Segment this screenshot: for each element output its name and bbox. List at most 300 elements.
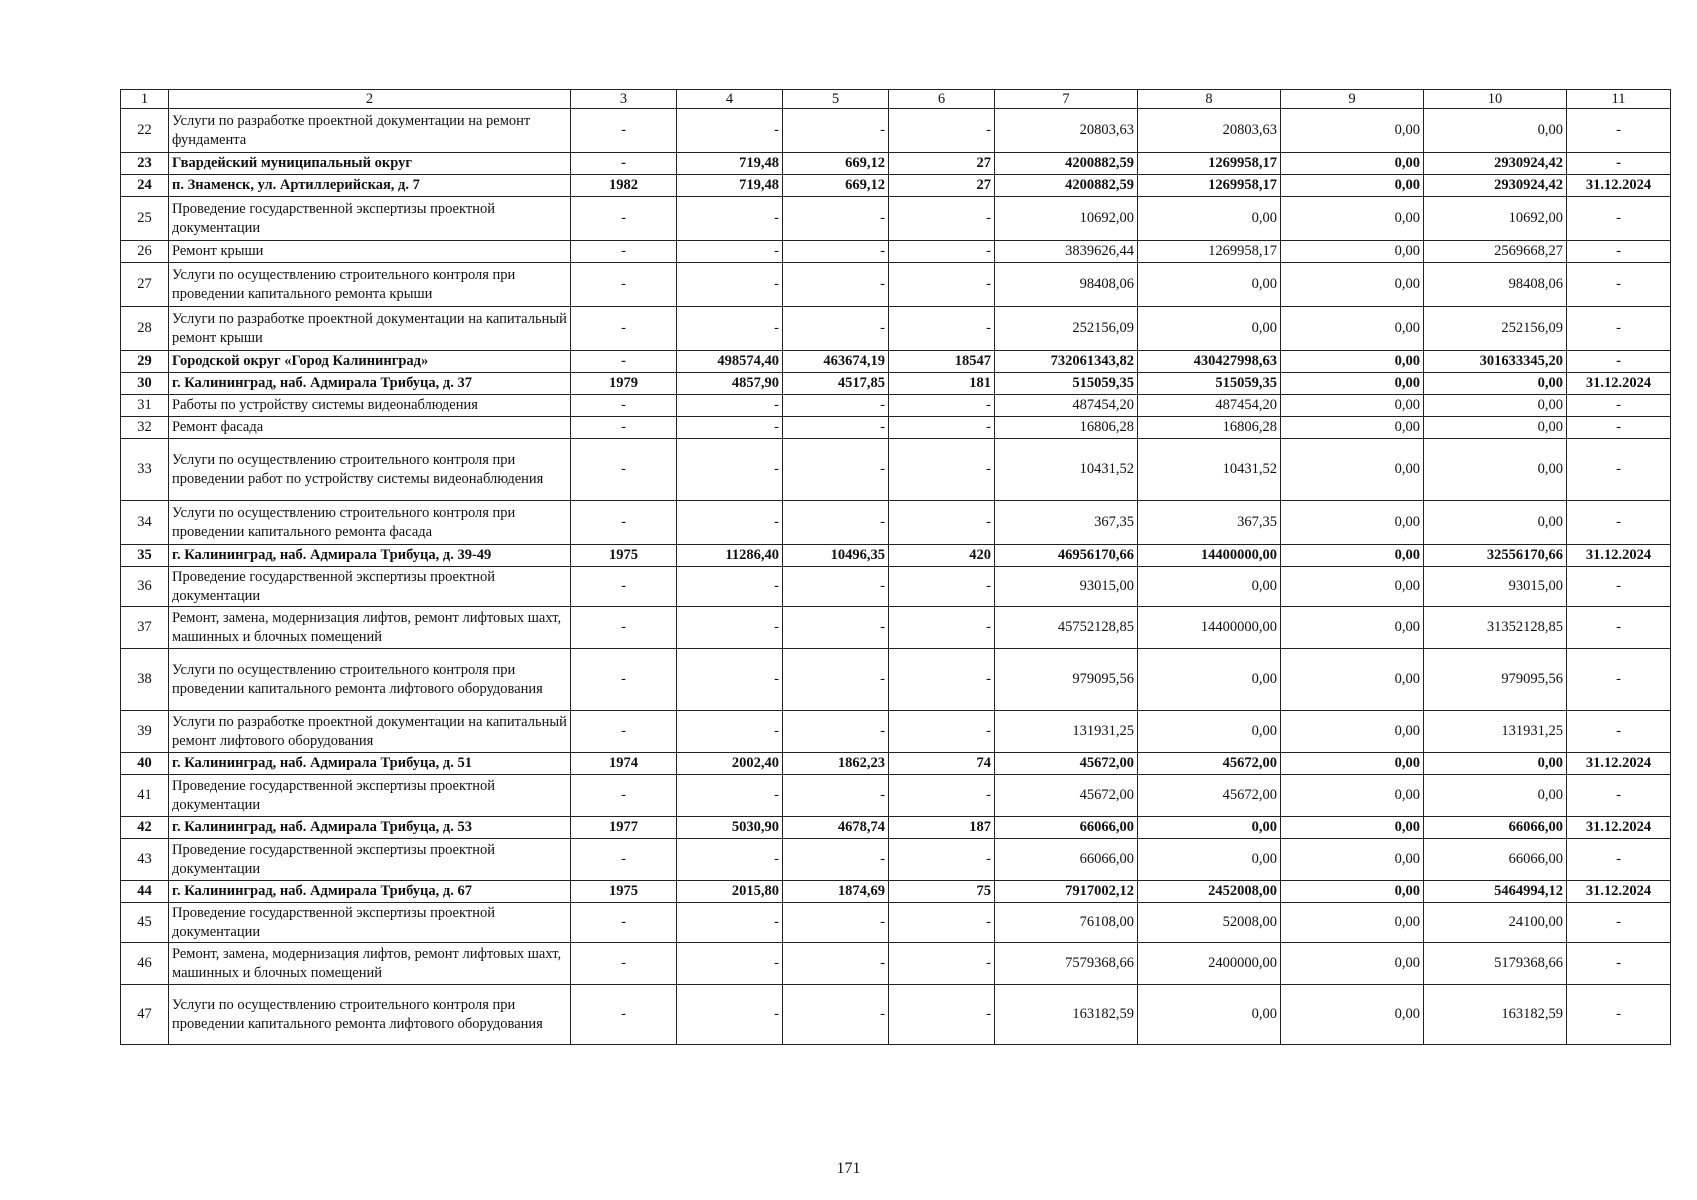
funds-source-a-cell: 10431,52 — [1138, 439, 1281, 501]
completion-date-cell: - — [1567, 775, 1671, 817]
funds-source-c-cell: 0,00 — [1424, 109, 1567, 153]
funds-source-a-cell: 0,00 — [1138, 711, 1281, 753]
area-living-cell: - — [783, 241, 889, 263]
funds-source-a-cell: 367,35 — [1138, 501, 1281, 545]
completion-date-cell: 31.12.2024 — [1567, 817, 1671, 839]
column-number-header-row — [121, 90, 1671, 109]
table-row — [121, 439, 1671, 501]
row-number-cell: 38 — [121, 649, 169, 711]
column-header: 8 — [1138, 90, 1281, 109]
cost-total-cell: 45672,00 — [995, 753, 1138, 775]
row-name-cell: п. Знаменск, ул. Артиллерийская, д. 7 — [169, 175, 571, 197]
area-living-cell: - — [783, 607, 889, 649]
residents-count-cell: - — [889, 943, 995, 985]
row-name-cell: Услуги по осуществлению строительного контроля при проведении капитального ремонта фасада — [169, 501, 571, 545]
year-built-cell: - — [571, 985, 677, 1045]
cost-total-cell: 252156,09 — [995, 307, 1138, 351]
funds-source-b-cell: 0,00 — [1281, 109, 1424, 153]
residents-count-cell: - — [889, 109, 995, 153]
area-total-cell: - — [677, 943, 783, 985]
funds-source-a-cell: 1269958,17 — [1138, 175, 1281, 197]
funds-source-c-cell: 163182,59 — [1424, 985, 1567, 1045]
funds-source-a-cell: 1269958,17 — [1138, 241, 1281, 263]
funds-source-b-cell: 0,00 — [1281, 711, 1424, 753]
funds-source-c-cell: 66066,00 — [1424, 817, 1567, 839]
funds-source-a-cell: 487454,20 — [1138, 395, 1281, 417]
table-row — [121, 263, 1671, 307]
row-name-cell: Гвардейский муниципальный округ — [169, 153, 571, 175]
funds-source-b-cell: 0,00 — [1281, 197, 1424, 241]
row-number-cell: 41 — [121, 775, 169, 817]
row-name-cell: Ремонт фасада — [169, 417, 571, 439]
row-name-cell: Ремонт, замена, модернизация лифтов, ремонт лифтовых шахт, машинных и блочных помещений — [169, 607, 571, 649]
residents-count-cell: - — [889, 985, 995, 1045]
table-row — [121, 417, 1671, 439]
completion-date-cell: - — [1567, 197, 1671, 241]
year-built-cell: - — [571, 903, 677, 943]
funds-source-b-cell: 0,00 — [1281, 649, 1424, 711]
column-header: 4 — [677, 90, 783, 109]
row-number-cell: 47 — [121, 985, 169, 1045]
funds-source-a-cell: 20803,63 — [1138, 109, 1281, 153]
funds-source-a-cell: 14400000,00 — [1138, 607, 1281, 649]
table-row-group — [121, 175, 1671, 197]
residents-count-cell: - — [889, 649, 995, 711]
row-number-cell: 25 — [121, 197, 169, 241]
funds-source-a-cell: 0,00 — [1138, 307, 1281, 351]
row-name-cell: г. Калининград, наб. Адмирала Трибуца, д. 39-49 — [169, 545, 571, 567]
residents-count-cell: - — [889, 439, 995, 501]
area-living-cell: 1874,69 — [783, 881, 889, 903]
funds-source-c-cell: 32556170,66 — [1424, 545, 1567, 567]
area-total-cell: 5030,90 — [677, 817, 783, 839]
completion-date-cell: - — [1567, 607, 1671, 649]
column-header: 9 — [1281, 90, 1424, 109]
table-row — [121, 649, 1671, 711]
residents-count-cell: 74 — [889, 753, 995, 775]
residents-count-cell: - — [889, 197, 995, 241]
area-living-cell: - — [783, 711, 889, 753]
column-header: 2 — [169, 90, 571, 109]
area-living-cell: - — [783, 775, 889, 817]
row-name-cell: Услуги по разработке проектной документации на ремонт фундамента — [169, 109, 571, 153]
row-name-cell: Услуги по разработке проектной документации на капитальный ремонт крыши — [169, 307, 571, 351]
table-row — [121, 607, 1671, 649]
year-built-cell: - — [571, 567, 677, 607]
column-header: 6 — [889, 90, 995, 109]
area-total-cell: 719,48 — [677, 175, 783, 197]
area-living-cell: - — [783, 263, 889, 307]
table-body — [121, 90, 1671, 1045]
funds-source-c-cell: 0,00 — [1424, 753, 1567, 775]
area-total-cell: - — [677, 839, 783, 881]
funds-source-b-cell: 0,00 — [1281, 567, 1424, 607]
residents-count-cell: 420 — [889, 545, 995, 567]
area-total-cell: 11286,40 — [677, 545, 783, 567]
table-row — [121, 775, 1671, 817]
area-living-cell: 463674,19 — [783, 351, 889, 373]
completion-date-cell: - — [1567, 439, 1671, 501]
residents-count-cell: - — [889, 395, 995, 417]
data-table — [120, 89, 1671, 1045]
year-built-cell: - — [571, 711, 677, 753]
cost-total-cell: 66066,00 — [995, 839, 1138, 881]
area-total-cell: - — [677, 567, 783, 607]
year-built-cell: - — [571, 197, 677, 241]
cost-total-cell: 46956170,66 — [995, 545, 1138, 567]
residents-count-cell: - — [889, 607, 995, 649]
year-built-cell: 1977 — [571, 817, 677, 839]
table-row — [121, 711, 1671, 753]
column-header: 11 — [1567, 90, 1671, 109]
cost-total-cell: 515059,35 — [995, 373, 1138, 395]
table-row-group — [121, 373, 1671, 395]
cost-total-cell: 7917002,12 — [995, 881, 1138, 903]
funds-source-c-cell: 5179368,66 — [1424, 943, 1567, 985]
area-total-cell: - — [677, 417, 783, 439]
completion-date-cell: 31.12.2024 — [1567, 545, 1671, 567]
completion-date-cell: - — [1567, 417, 1671, 439]
residents-count-cell: - — [889, 775, 995, 817]
funds-source-c-cell: 98408,06 — [1424, 263, 1567, 307]
column-header: 7 — [995, 90, 1138, 109]
table-row-group — [121, 817, 1671, 839]
page-number: 171 — [836, 1160, 861, 1177]
row-number-cell: 43 — [121, 839, 169, 881]
area-total-cell: 2015,80 — [677, 881, 783, 903]
completion-date-cell: - — [1567, 649, 1671, 711]
table-row — [121, 197, 1671, 241]
table-row — [121, 567, 1671, 607]
area-total-cell: - — [677, 395, 783, 417]
funds-source-a-cell: 0,00 — [1138, 567, 1281, 607]
funds-source-b-cell: 0,00 — [1281, 903, 1424, 943]
year-built-cell: 1975 — [571, 881, 677, 903]
residents-count-cell: 27 — [889, 153, 995, 175]
year-built-cell: - — [571, 501, 677, 545]
cost-total-cell: 7579368,66 — [995, 943, 1138, 985]
area-total-cell: 719,48 — [677, 153, 783, 175]
year-built-cell: - — [571, 439, 677, 501]
residents-count-cell: - — [889, 839, 995, 881]
year-built-cell: - — [571, 417, 677, 439]
funds-source-b-cell: 0,00 — [1281, 351, 1424, 373]
completion-date-cell: - — [1567, 153, 1671, 175]
year-built-cell: - — [571, 649, 677, 711]
cost-total-cell: 76108,00 — [995, 903, 1138, 943]
funds-source-b-cell: 0,00 — [1281, 439, 1424, 501]
year-built-cell: 1982 — [571, 175, 677, 197]
funds-source-b-cell: 0,00 — [1281, 307, 1424, 351]
funds-source-b-cell: 0,00 — [1281, 373, 1424, 395]
funds-source-a-cell: 0,00 — [1138, 817, 1281, 839]
row-number-cell: 24 — [121, 175, 169, 197]
row-number-cell: 27 — [121, 263, 169, 307]
funds-source-c-cell: 0,00 — [1424, 373, 1567, 395]
funds-source-c-cell: 24100,00 — [1424, 903, 1567, 943]
row-number-cell: 30 — [121, 373, 169, 395]
table-row — [121, 307, 1671, 351]
column-header: 5 — [783, 90, 889, 109]
funds-source-c-cell: 5464994,12 — [1424, 881, 1567, 903]
completion-date-cell: - — [1567, 307, 1671, 351]
funds-source-c-cell: 301633345,20 — [1424, 351, 1567, 373]
funds-source-b-cell: 0,00 — [1281, 175, 1424, 197]
cost-total-cell: 45752128,85 — [995, 607, 1138, 649]
column-header: 10 — [1424, 90, 1567, 109]
cost-total-cell: 45672,00 — [995, 775, 1138, 817]
completion-date-cell: - — [1567, 263, 1671, 307]
row-number-cell: 40 — [121, 753, 169, 775]
row-number-cell: 37 — [121, 607, 169, 649]
area-living-cell: - — [783, 395, 889, 417]
residents-count-cell: - — [889, 501, 995, 545]
area-total-cell: - — [677, 649, 783, 711]
funds-source-b-cell: 0,00 — [1281, 839, 1424, 881]
completion-date-cell: - — [1567, 395, 1671, 417]
funds-source-a-cell: 0,00 — [1138, 197, 1281, 241]
column-header: 1 — [121, 90, 169, 109]
row-name-cell: Проведение государственной экспертизы проектной документации — [169, 903, 571, 943]
funds-source-a-cell: 45672,00 — [1138, 753, 1281, 775]
completion-date-cell: - — [1567, 501, 1671, 545]
table-row-group — [121, 351, 1671, 373]
area-total-cell: - — [677, 197, 783, 241]
year-built-cell: - — [571, 153, 677, 175]
area-living-cell: 669,12 — [783, 175, 889, 197]
cost-total-cell: 979095,56 — [995, 649, 1138, 711]
funds-source-a-cell: 0,00 — [1138, 985, 1281, 1045]
cost-total-cell: 93015,00 — [995, 567, 1138, 607]
row-number-cell: 33 — [121, 439, 169, 501]
row-name-cell: г. Калининград, наб. Адмирала Трибуца, д. 37 — [169, 373, 571, 395]
residents-count-cell: 187 — [889, 817, 995, 839]
funds-source-a-cell: 2400000,00 — [1138, 943, 1281, 985]
funds-source-a-cell: 0,00 — [1138, 649, 1281, 711]
year-built-cell: - — [571, 395, 677, 417]
residents-count-cell: - — [889, 417, 995, 439]
funds-source-b-cell: 0,00 — [1281, 607, 1424, 649]
cost-total-cell: 4200882,59 — [995, 153, 1138, 175]
row-number-cell: 29 — [121, 351, 169, 373]
cost-total-cell: 732061343,82 — [995, 351, 1138, 373]
year-built-cell: - — [571, 775, 677, 817]
funds-source-c-cell: 2930924,42 — [1424, 153, 1567, 175]
area-living-cell: - — [783, 943, 889, 985]
funds-source-b-cell: 0,00 — [1281, 753, 1424, 775]
cost-total-cell: 3839626,44 — [995, 241, 1138, 263]
residents-count-cell: - — [889, 903, 995, 943]
cost-total-cell: 66066,00 — [995, 817, 1138, 839]
area-living-cell: - — [783, 439, 889, 501]
area-living-cell: 4517,85 — [783, 373, 889, 395]
funds-source-b-cell: 0,00 — [1281, 417, 1424, 439]
funds-source-c-cell: 0,00 — [1424, 775, 1567, 817]
row-number-cell: 45 — [121, 903, 169, 943]
funds-source-a-cell: 1269958,17 — [1138, 153, 1281, 175]
row-name-cell: г. Калининград, наб. Адмирала Трибуца, д. 67 — [169, 881, 571, 903]
table-row — [121, 839, 1671, 881]
residents-count-cell: - — [889, 711, 995, 753]
funds-source-a-cell: 14400000,00 — [1138, 545, 1281, 567]
table-row-group — [121, 881, 1671, 903]
completion-date-cell: - — [1567, 839, 1671, 881]
funds-source-b-cell: 0,00 — [1281, 241, 1424, 263]
funds-source-c-cell: 0,00 — [1424, 439, 1567, 501]
row-number-cell: 44 — [121, 881, 169, 903]
area-living-cell: - — [783, 307, 889, 351]
row-name-cell: Городской округ «Город Калининград» — [169, 351, 571, 373]
area-living-cell: - — [783, 567, 889, 607]
funds-source-a-cell: 0,00 — [1138, 263, 1281, 307]
completion-date-cell: 31.12.2024 — [1567, 881, 1671, 903]
year-built-cell: - — [571, 839, 677, 881]
row-name-cell: г. Калининград, наб. Адмирала Трибуца, д. 51 — [169, 753, 571, 775]
cost-total-cell: 4200882,59 — [995, 175, 1138, 197]
area-total-cell: 4857,90 — [677, 373, 783, 395]
table-row — [121, 241, 1671, 263]
area-living-cell: 10496,35 — [783, 545, 889, 567]
residents-count-cell: 27 — [889, 175, 995, 197]
area-total-cell: 498574,40 — [677, 351, 783, 373]
area-total-cell: - — [677, 607, 783, 649]
cost-total-cell: 10692,00 — [995, 197, 1138, 241]
residents-count-cell: 181 — [889, 373, 995, 395]
funds-source-a-cell: 16806,28 — [1138, 417, 1281, 439]
funds-source-c-cell: 93015,00 — [1424, 567, 1567, 607]
row-name-cell: Услуги по осуществлению строительного контроля при проведении капитального ремонта крыши — [169, 263, 571, 307]
residents-count-cell: - — [889, 263, 995, 307]
table-row — [121, 985, 1671, 1045]
row-number-cell: 39 — [121, 711, 169, 753]
year-built-cell: 1974 — [571, 753, 677, 775]
cost-total-cell: 487454,20 — [995, 395, 1138, 417]
area-living-cell: - — [783, 649, 889, 711]
completion-date-cell: - — [1567, 567, 1671, 607]
cost-total-cell: 163182,59 — [995, 985, 1138, 1045]
area-total-cell: - — [677, 985, 783, 1045]
year-built-cell: 1975 — [571, 545, 677, 567]
table-row-group — [121, 153, 1671, 175]
funds-source-b-cell: 0,00 — [1281, 985, 1424, 1045]
year-built-cell: - — [571, 109, 677, 153]
row-name-cell: г. Калининград, наб. Адмирала Трибуца, д. 53 — [169, 817, 571, 839]
cost-total-cell: 16806,28 — [995, 417, 1138, 439]
funds-source-c-cell: 2569668,27 — [1424, 241, 1567, 263]
funds-source-a-cell: 45672,00 — [1138, 775, 1281, 817]
year-built-cell: - — [571, 307, 677, 351]
row-name-cell: Проведение государственной экспертизы проектной документации — [169, 775, 571, 817]
completion-date-cell: - — [1567, 943, 1671, 985]
table-row — [121, 395, 1671, 417]
completion-date-cell: - — [1567, 711, 1671, 753]
row-number-cell: 36 — [121, 567, 169, 607]
funds-source-b-cell: 0,00 — [1281, 545, 1424, 567]
area-total-cell: - — [677, 439, 783, 501]
row-name-cell: Проведение государственной экспертизы проектной документации — [169, 839, 571, 881]
table-row — [121, 109, 1671, 153]
row-name-cell: Услуги по осуществлению строительного контроля при проведении капитального ремонта лифтового оборудования — [169, 985, 571, 1045]
area-total-cell: - — [677, 903, 783, 943]
funds-source-a-cell: 430427998,63 — [1138, 351, 1281, 373]
cost-total-cell: 131931,25 — [995, 711, 1138, 753]
funds-source-c-cell: 0,00 — [1424, 395, 1567, 417]
row-name-cell: Ремонт, замена, модернизация лифтов, ремонт лифтовых шахт, машинных и блочных помещений — [169, 943, 571, 985]
funds-source-a-cell: 2452008,00 — [1138, 881, 1281, 903]
row-name-cell: Проведение государственной экспертизы проектной документации — [169, 197, 571, 241]
year-built-cell: - — [571, 607, 677, 649]
area-living-cell: - — [783, 985, 889, 1045]
row-name-cell: Услуги по разработке проектной документации на капитальный ремонт лифтового оборудования — [169, 711, 571, 753]
year-built-cell: - — [571, 351, 677, 373]
area-living-cell: - — [783, 501, 889, 545]
area-total-cell: - — [677, 775, 783, 817]
row-name-cell: Ремонт крыши — [169, 241, 571, 263]
year-built-cell: - — [571, 241, 677, 263]
cost-total-cell: 10431,52 — [995, 439, 1138, 501]
completion-date-cell: 31.12.2024 — [1567, 373, 1671, 395]
funds-source-c-cell: 2930924,42 — [1424, 175, 1567, 197]
year-built-cell: 1979 — [571, 373, 677, 395]
row-name-cell: Работы по устройству системы видеонаблюдения — [169, 395, 571, 417]
area-living-cell: - — [783, 109, 889, 153]
cost-total-cell: 98408,06 — [995, 263, 1138, 307]
funds-source-a-cell: 0,00 — [1138, 839, 1281, 881]
funds-source-b-cell: 0,00 — [1281, 775, 1424, 817]
completion-date-cell: - — [1567, 241, 1671, 263]
funds-source-b-cell: 0,00 — [1281, 395, 1424, 417]
row-number-cell: 22 — [121, 109, 169, 153]
funds-source-a-cell: 52008,00 — [1138, 903, 1281, 943]
funds-source-c-cell: 0,00 — [1424, 417, 1567, 439]
area-living-cell: - — [783, 903, 889, 943]
area-living-cell: 4678,74 — [783, 817, 889, 839]
column-header: 3 — [571, 90, 677, 109]
funds-source-c-cell: 252156,09 — [1424, 307, 1567, 351]
year-built-cell: - — [571, 943, 677, 985]
area-living-cell: 1862,23 — [783, 753, 889, 775]
funds-source-b-cell: 0,00 — [1281, 153, 1424, 175]
funds-source-c-cell: 0,00 — [1424, 501, 1567, 545]
area-total-cell: - — [677, 109, 783, 153]
completion-date-cell: 31.12.2024 — [1567, 753, 1671, 775]
area-total-cell: - — [677, 711, 783, 753]
row-number-cell: 28 — [121, 307, 169, 351]
row-number-cell: 34 — [121, 501, 169, 545]
completion-date-cell: 31.12.2024 — [1567, 175, 1671, 197]
residents-count-cell: - — [889, 567, 995, 607]
row-number-cell: 23 — [121, 153, 169, 175]
residents-count-cell: - — [889, 241, 995, 263]
funds-source-b-cell: 0,00 — [1281, 817, 1424, 839]
completion-date-cell: - — [1567, 985, 1671, 1045]
area-total-cell: - — [677, 307, 783, 351]
funds-source-c-cell: 31352128,85 — [1424, 607, 1567, 649]
row-name-cell: Услуги по осуществлению строительного контроля при проведении работ по устройству системы видеонаблюдения — [169, 439, 571, 501]
area-total-cell: 2002,40 — [677, 753, 783, 775]
row-number-cell: 42 — [121, 817, 169, 839]
row-name-cell: Проведение государственной экспертизы проектной документации — [169, 567, 571, 607]
row-number-cell: 26 — [121, 241, 169, 263]
residents-count-cell: 75 — [889, 881, 995, 903]
area-total-cell: - — [677, 263, 783, 307]
area-living-cell: - — [783, 417, 889, 439]
funds-source-b-cell: 0,00 — [1281, 263, 1424, 307]
funds-source-c-cell: 131931,25 — [1424, 711, 1567, 753]
funds-source-a-cell: 515059,35 — [1138, 373, 1281, 395]
funds-source-b-cell: 0,00 — [1281, 943, 1424, 985]
cost-total-cell: 20803,63 — [995, 109, 1138, 153]
